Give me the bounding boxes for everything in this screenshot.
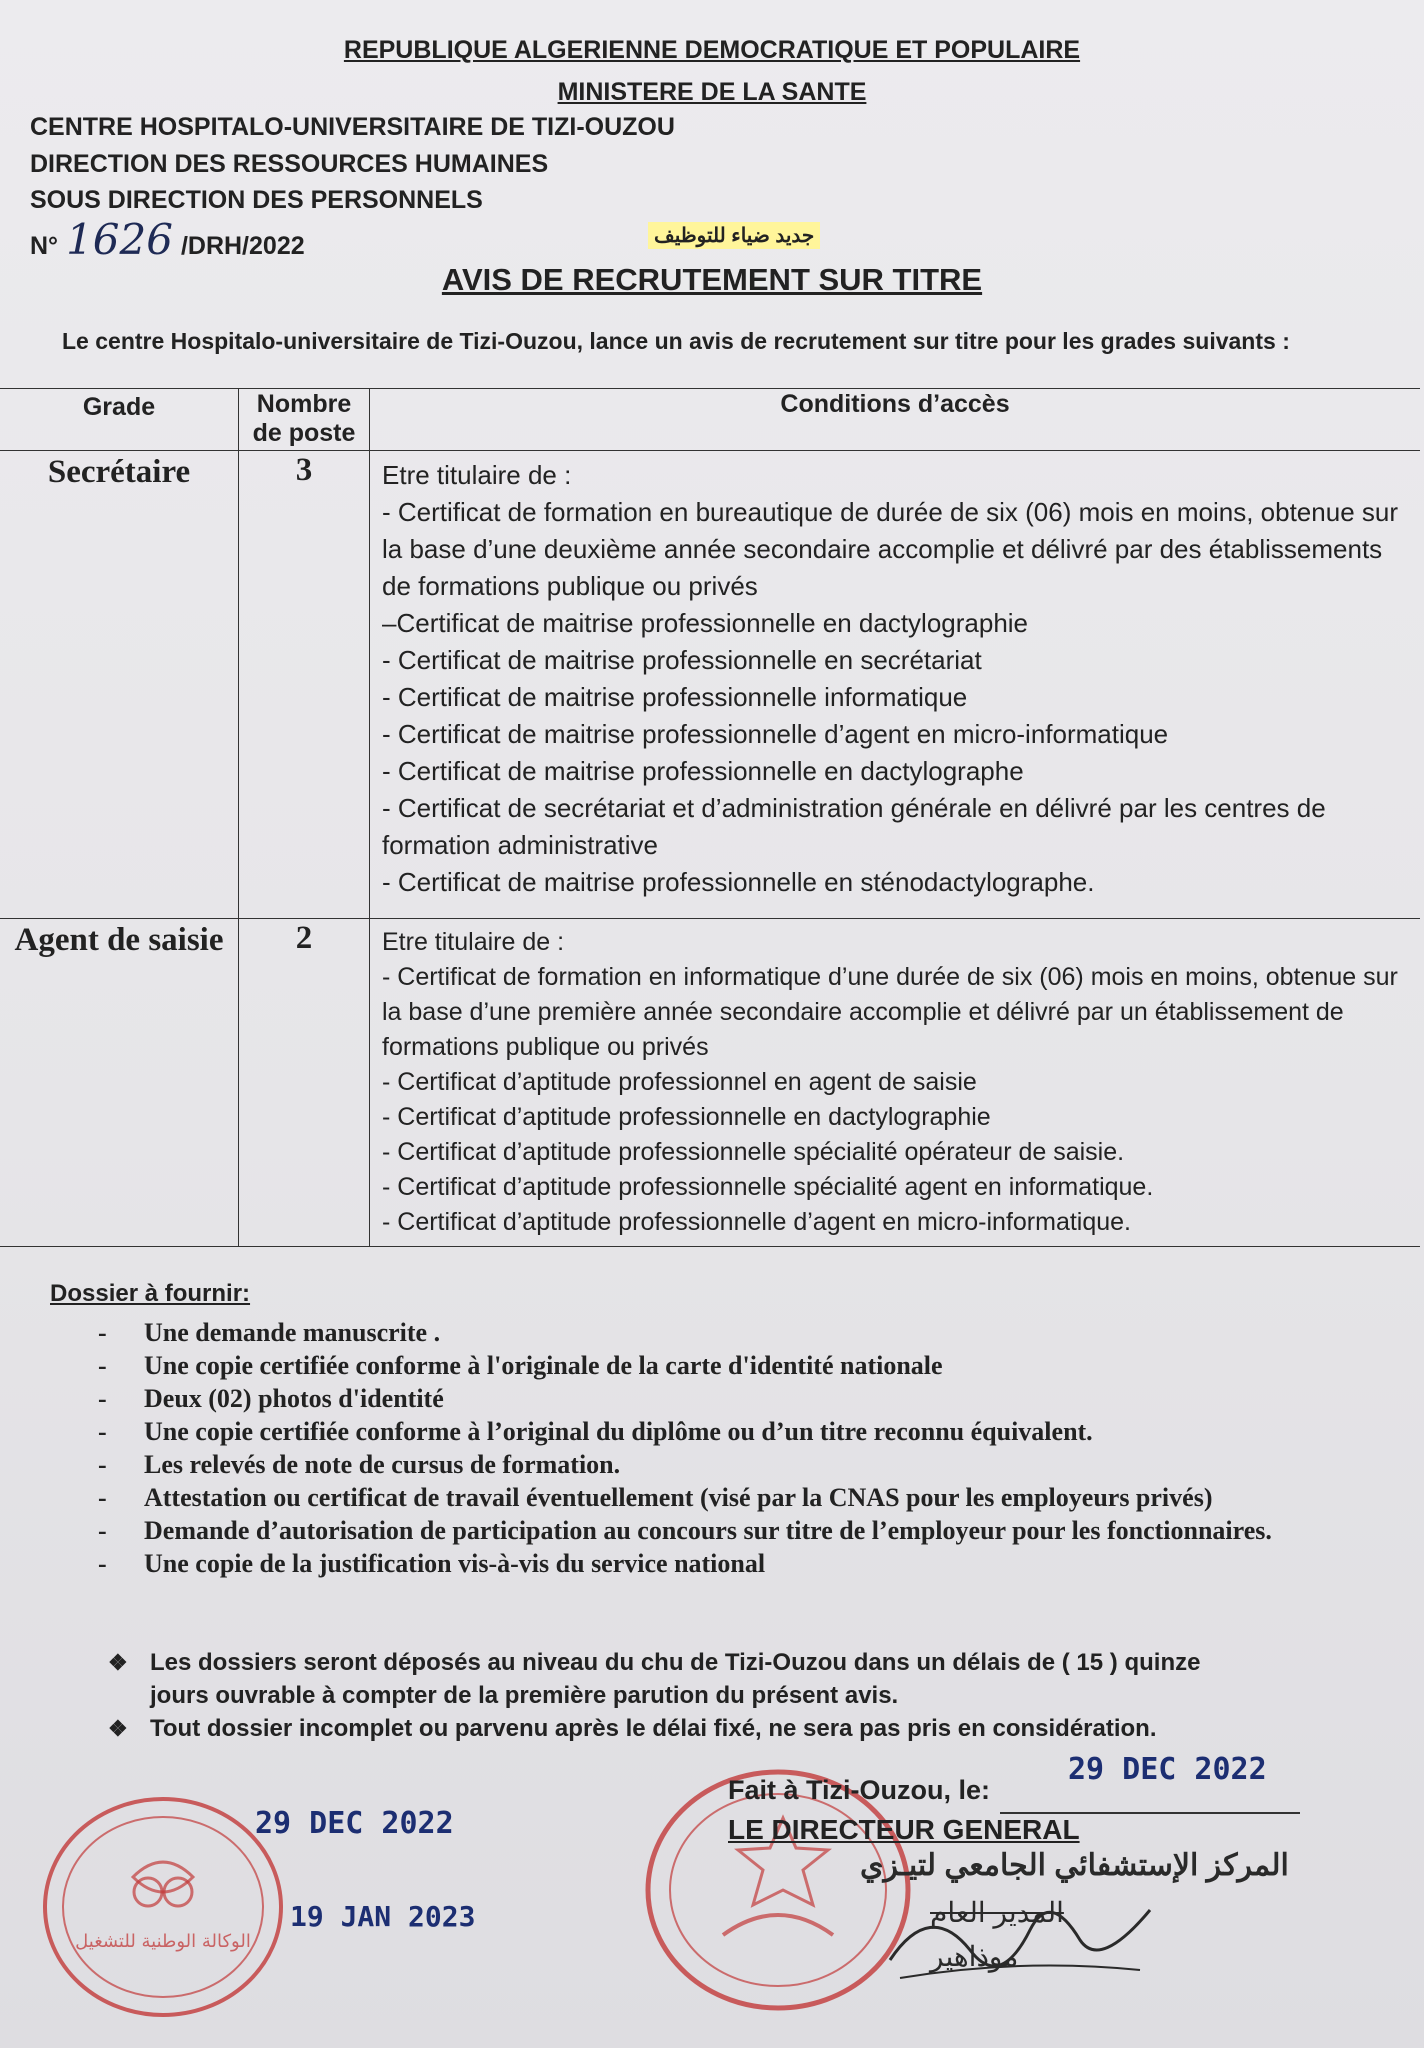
number-suffix: /DRH/2022 (180, 232, 305, 260)
grades-table (0, 388, 1420, 1247)
condition-item: - Certificat d’aptitude professionnelle spécialité opérateur de saisie. (382, 1138, 1125, 1166)
condition-item: - Certificat de formation en bureautique de durée de six (06) mois en moins, obtenue sur la base d’une deuxième année secondaire accomplie et délivré par des établissements de formations publique ou privés (382, 497, 1398, 601)
nombre-cell: 2 (239, 919, 370, 1247)
list-item: - Une copie certifiée conforme à l’original du diplôme ou d’un titre reconnu équivalent. (98, 1415, 1358, 1448)
header-nombre-line2: de poste (252, 419, 356, 447)
condition-item: - Certificat de maitrise professionnelle d’agent en micro-informatique (382, 719, 1169, 749)
header-centre: CENTRE HOSPITALO-UNIVERSITAIRE DE TIZI-OUZOU (30, 113, 675, 141)
second-date-stamp: 19 JAN 2023 (290, 1900, 476, 1933)
notes-list (108, 1646, 1258, 1745)
header-nombre-line1: Nombre (256, 390, 352, 418)
list-item: - Attestation ou certificat de travail éventuellement (visé par la CNAS pour les employeurs privés) (98, 1481, 1358, 1514)
list-item: - Une demande manuscrite . (98, 1316, 1358, 1349)
header-conditions: Conditions d’accès (370, 389, 1421, 451)
header-republic: REPUBLIQUE ALGERIENNE DEMOCRATIQUE ET POPULAIRE (343, 36, 1081, 64)
condition-item: - Certificat d’aptitude professionnelle spécialité agent en informatique. (382, 1173, 1154, 1201)
conditions-cell (370, 451, 1421, 919)
header-ministry: MINISTERE DE LA SANTE (557, 78, 867, 106)
intro-text: Le centre Hospitalo-universitaire de Tizi-Ouzou, lance un avis de recrutement sur titre pour les grades suivants : (62, 328, 1290, 354)
fait-a-label: Fait à Tizi-Ouzou, le: (728, 1775, 991, 1805)
grade-cell: Secrétaire (0, 451, 239, 919)
condition-item: - Certificat de maitrise professionnelle en secrétariat (382, 645, 982, 675)
arabic-hospital-stamp: المركز الإستشفائي الجامعي لتيـزي (860, 1849, 1289, 1882)
list-item: - Deux (02) photos d'identité (98, 1382, 1358, 1415)
condition-item: - Certificat de formation en informatique d’une durée de six (06) mois en moins, obtenue sur la base d’une première année secondaire accomplie et délivré par un établissement de formations publique ou privés (382, 963, 1398, 1061)
arabic-watermark-tag: جديد ضياء للتوظيف (648, 222, 820, 249)
handwritten-signature (880, 1880, 1160, 1990)
arabic-director-line: المدير العام (930, 1897, 1064, 1928)
conditions-cell (370, 919, 1421, 1247)
received-date-stamp: 29 DEC 2022 (255, 1806, 454, 1841)
condition-item: - Certificat de maitrise professionnelle en sténodactylographe. (382, 867, 1095, 897)
header-grade: Grade (0, 389, 239, 451)
dossier-heading: Dossier à fournir: (50, 1280, 251, 1307)
list-item: - Demande d’autorisation de participation au concours sur titre de l’employeur pour les fonctionnaires. (98, 1514, 1358, 1547)
seal-text: الوكالة الوطنية للتشغيل (75, 1931, 251, 1952)
conditions-intro: Etre titulaire de : (382, 928, 565, 956)
number-prefix: N° (30, 232, 59, 260)
number-handwritten: 1626 (66, 215, 173, 264)
grade-cell: Agent de saisie (0, 919, 239, 1247)
note-item: ❖ Tout dossier incomplet ou parvenu après le délai fixé, ne sera pas pris en considération. (108, 1712, 1258, 1745)
condition-item: - Certificat de maitrise professionnelle en dactylographe (382, 756, 1024, 786)
condition-item: - Certificat d’aptitude professionnel en agent de saisie (382, 1068, 977, 1096)
reference-number (30, 215, 305, 264)
condition-item: - Certificat d’aptitude professionnelle en dactylographie (382, 1103, 991, 1131)
nombre-cell: 3 (239, 451, 370, 919)
page-title: AVIS DE RECRUTEMENT SUR TITRE (441, 262, 983, 297)
header-sub-direction: SOUS DIRECTION DES PERSONNELS (30, 186, 483, 214)
dossier-list (98, 1316, 1358, 1580)
note-item: ❖ Les dossiers seront déposés au niveau du chu de Tizi-Ouzou dans un délais de ( 15 ) quinze jours ouvrable à compter de la première parution du présent avis. (108, 1646, 1258, 1712)
list-item: - Une copie certifiée conforme à l'originale de la carte d'identité nationale (98, 1349, 1358, 1382)
signature-date-stamp: 29 DEC 2022 (1068, 1752, 1267, 1787)
conditions-intro: Etre titulaire de : (382, 460, 572, 490)
list-item: - Les relevés de note de cursus de formation. (98, 1448, 1358, 1481)
list-item: - Une copie de la justification vis-à-vis du service national (98, 1547, 1358, 1580)
header-direction: DIRECTION DES RESSOURCES HUMAINES (30, 150, 549, 178)
condition-item: - Certificat de secrétariat et d’administration générale en délivré par les centres de formation administrative (382, 793, 1326, 860)
header-nombre (239, 389, 370, 451)
condition-item: - Certificat d’aptitude professionnelle d’agent en micro-informatique. (382, 1208, 1131, 1236)
signatory-title: LE DIRECTEUR GENERAL (728, 1814, 1080, 1845)
condition-item: –Certificat de maitrise professionnelle en dactylographie (382, 608, 1029, 638)
arabic-name-line: موذاهير (930, 1941, 1019, 1972)
table-row (0, 919, 1420, 1247)
table-header-row (0, 389, 1420, 451)
table-row (0, 451, 1420, 919)
condition-item: - Certificat de maitrise professionnelle informatique (382, 682, 968, 712)
